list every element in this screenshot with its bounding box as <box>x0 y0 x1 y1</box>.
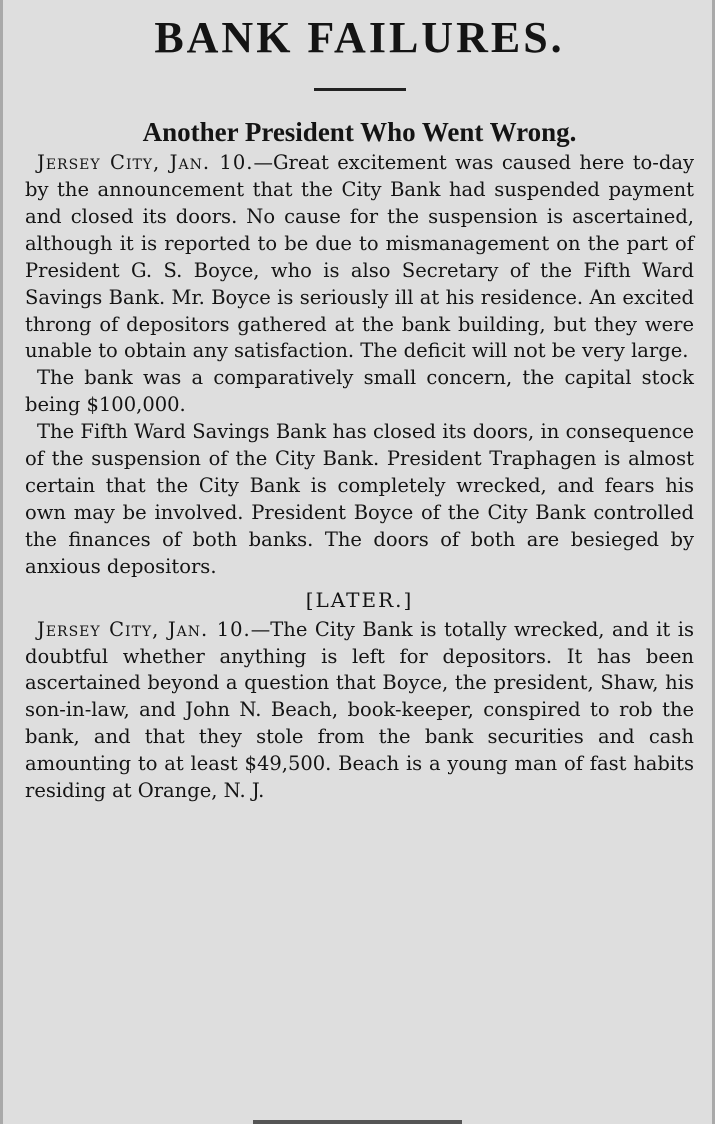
paragraph-4-text: —The City Bank is totally wrecked, and it is doubtful whether anything is left for depositors. It has been ascertained beyond a question that Boyce, the president, Shaw, his son-in-law, and John N. Beach, book-keeper, conspired to rob the bank, and that they stole from the bank securities and cash amounting to at least $49,500. Beach is a young man of fast habits residing at Orange, N. J. <box>25 617 694 803</box>
subheadline: Another President Who Went Wrong. <box>142 117 577 147</box>
paragraph-2-text: The bank was a comparatively small concern, the capital stock being $100,000. <box>25 366 694 417</box>
dateline-2: Jersey City, Jan. 10. <box>37 617 251 641</box>
headline: BANK FAILURES. <box>154 13 565 62</box>
paragraph-3 <box>25 419 694 580</box>
dateline-1: Jersey City, Jan. 10. <box>37 151 254 175</box>
headline-rule <box>314 88 406 91</box>
paragraph-3-text: The Fifth Ward Savings Bank has closed its doors, in consequence of the suspension of the City Bank. President Traphagen is almost certain that the City Bank is completely wrecked, and fears his own may be involved. President Boyce of the City Bank controlled the finances of both banks. The doors of both are besieged by anxious depositors. <box>25 420 694 578</box>
paragraph-4 <box>25 617 694 805</box>
paragraph-1-text: —Great excitement was caused here to-day by the announcement that the City Bank had suspended payment and closed its doors. No cause for the suspension is ascertained, although it is reported to be due to mismanagement on the part of President G. S. Boyce, who is also Secretary of the Fifth Ward Savings Bank. Mr. Boyce is seriously ill at his residence. An excited throng of depositors gathered at the bank building, but they were unable to obtain any satisfaction. The deficit will not be very large. <box>25 151 695 363</box>
paragraph-2 <box>25 365 694 419</box>
later-label: [LATER.] <box>305 587 414 612</box>
bottom-rule <box>253 1120 462 1124</box>
paragraph-1 <box>25 150 694 365</box>
